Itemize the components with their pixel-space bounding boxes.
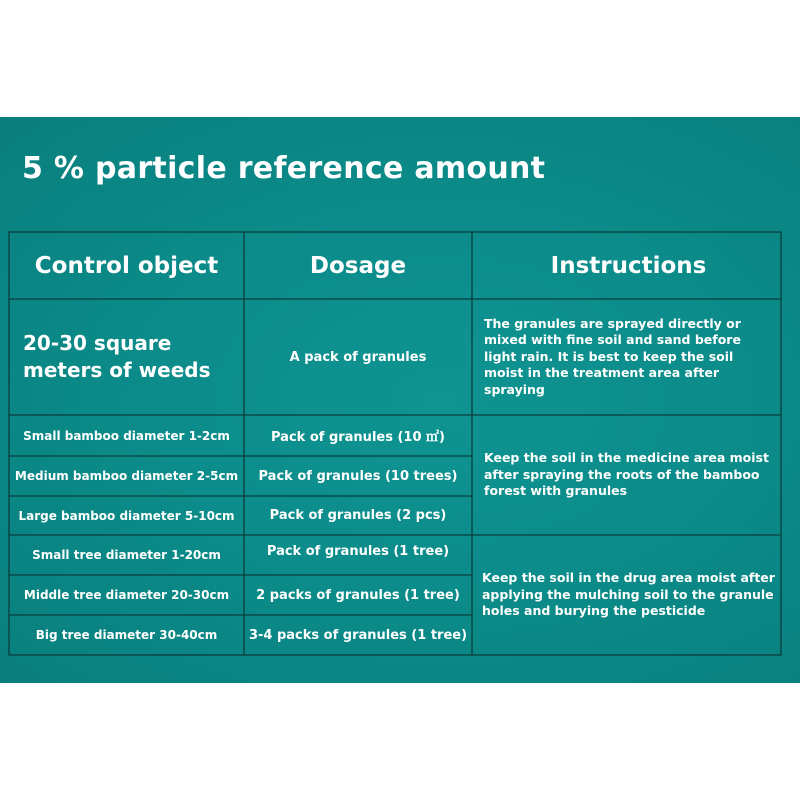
bamboo-instructions: Keep the soil in the medicine area moist after spraying the roots of the bamboo forest with granules	[484, 450, 769, 499]
weeds-object: 20-30 square meters of weeds	[23, 331, 211, 382]
bamboo-dosage-small: Pack of granules (10 ㎡)	[271, 430, 445, 445]
header-control-object: Control object	[34, 252, 219, 279]
bamboo-object-small: Small bamboo diameter 1-2cm	[23, 428, 230, 443]
tree-dosage-big: 3-4 packs of granules (1 tree)	[248, 627, 468, 643]
tree-object-small: Small tree diameter 1-20cm	[32, 548, 221, 562]
bamboo-object-medium: Medium bamboo diameter 2-5cm	[14, 469, 239, 483]
page-title: 5 % particle reference amount	[22, 151, 546, 186]
tree-instructions: Keep the soil in the drug area moist after applying the mulching soil to the granule holes and burying the pesticide	[482, 570, 775, 619]
bamboo-dosage-medium: Pack of granules (10 trees)	[258, 468, 458, 484]
bamboo-dosage-large: Pack of granules (2 pcs)	[269, 508, 447, 523]
bamboo-object-large: Large bamboo diameter 5-10cm	[18, 508, 235, 523]
header-instructions: Instructions	[550, 252, 707, 279]
tree-object-middle: Middle tree diameter 20-30cm	[23, 588, 230, 602]
header-dosage: Dosage	[309, 252, 407, 279]
tree-object-big: Big tree diameter 30-40cm	[35, 628, 218, 642]
tree-dosage-small: Pack of granules (1 tree)	[266, 544, 450, 559]
weeds-instructions: The granules are sprayed directly or mixed with fine soil and sand before light rain. It is best to keep the soil moist in the treatment area after spraying	[484, 315, 741, 397]
tree-dosage-middle: 2 packs of granules (1 tree)	[256, 587, 460, 603]
weeds-dosage: A pack of granules	[289, 349, 427, 365]
